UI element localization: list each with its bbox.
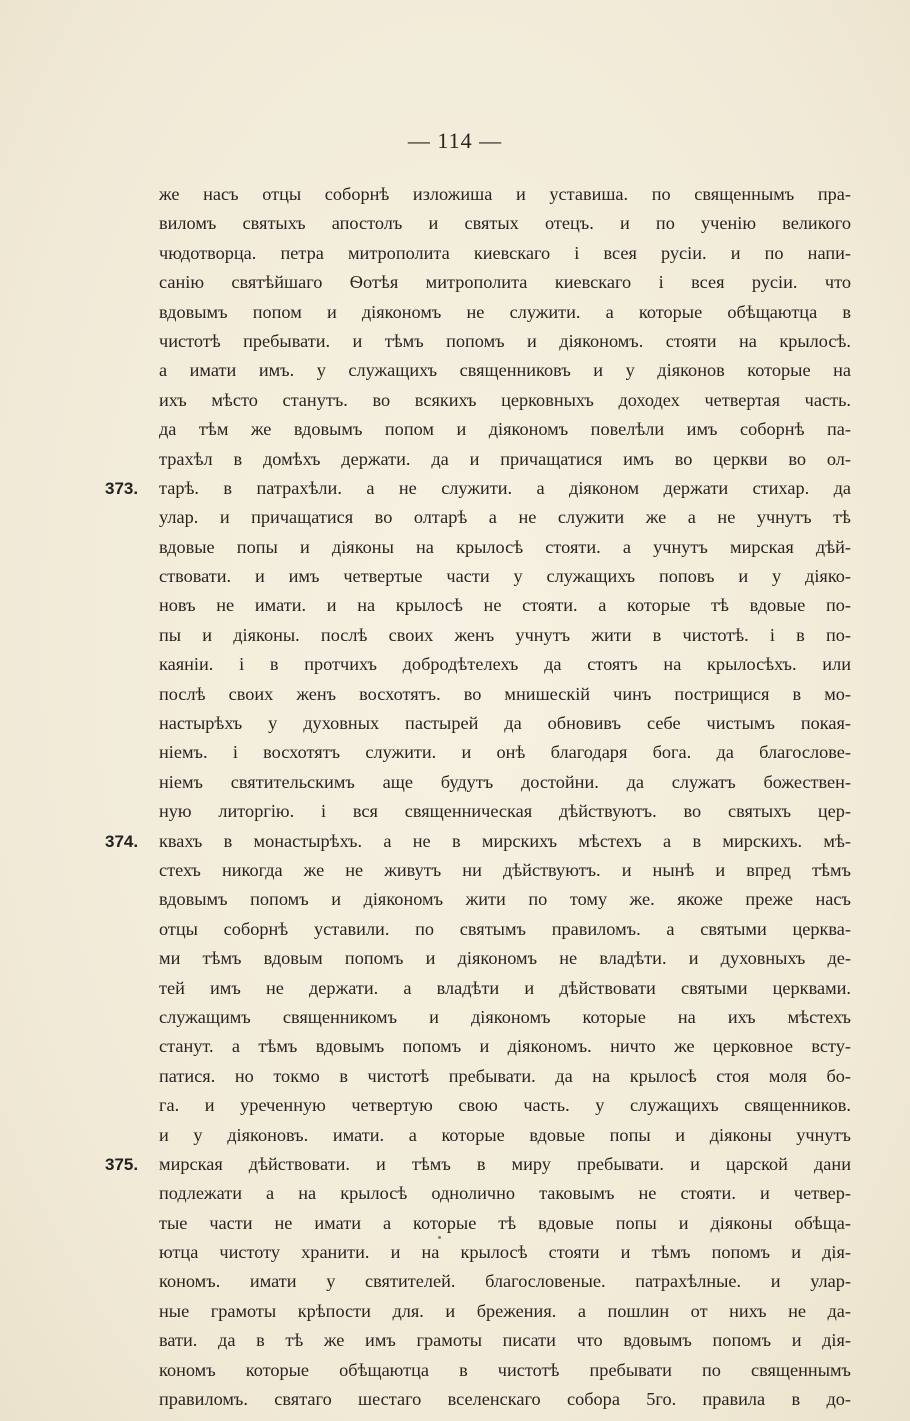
text-line-content: подлежати а на крылосѣ однолично таковымъ не стояти. и четвер- bbox=[159, 1183, 851, 1204]
text-line bbox=[159, 386, 851, 415]
text-line-content: вати. да в тѣ же имъ грамоты писати что вдовымъ попомъ и дія- bbox=[159, 1330, 851, 1351]
text-line-content: каяніи. і в протчихъ добродѣтелехъ да стоятъ на крылосѣхъ. или bbox=[159, 654, 851, 675]
text-line bbox=[159, 356, 851, 385]
text-line-content: служащимъ священникомъ и діякономъ которые на ихъ мѣстехъ bbox=[159, 1006, 851, 1027]
text-line bbox=[159, 1209, 851, 1238]
text-line-content: ную литоргію. і вся священническая дѣйствуютъ. во святыхъ цер- bbox=[159, 801, 851, 822]
text-line-content: отцы соборнѣ уставили. по святымъ правиломъ. а святыми церква- bbox=[159, 918, 851, 939]
text-line bbox=[159, 650, 851, 679]
text-line bbox=[105, 1150, 851, 1179]
text-line-content: санію святѣйшаго Ѳотѣя митрополита киевскаго і всея русіи. что bbox=[159, 272, 851, 293]
text-line bbox=[159, 533, 851, 562]
text-line-content: патися. но токмо в чистотѣ пребывати. да на крылосѣ стоя моля бо- bbox=[159, 1065, 851, 1086]
text-line bbox=[159, 1326, 851, 1355]
text-line bbox=[159, 768, 851, 797]
text-line bbox=[159, 415, 851, 444]
text-line bbox=[159, 1267, 851, 1296]
text-line bbox=[159, 974, 851, 1003]
text-line-content: вдовымъ попом и діякономъ не служити. а которые обѣщаютца в bbox=[159, 301, 851, 322]
text-line bbox=[159, 915, 851, 944]
body-text bbox=[105, 180, 851, 1414]
text-line bbox=[159, 209, 851, 238]
text-line bbox=[159, 738, 851, 767]
text-line-content: мирская дѣйствовати. и тѣмъ в миру пребывати. и царской дани bbox=[159, 1153, 851, 1174]
text-line-content: улар. и причащатися во олтарѣ а не служити же а не учнутъ тѣ bbox=[159, 507, 851, 528]
text-line-content: новъ не имати. и на крылосѣ не стояти. а которые тѣ вдовые по- bbox=[159, 595, 851, 616]
text-line bbox=[159, 1032, 851, 1061]
text-line-content: тей имъ не держати. а владѣти и дѣйствовати святыми церквами. bbox=[159, 977, 851, 998]
text-line bbox=[159, 445, 851, 474]
text-line bbox=[159, 562, 851, 591]
text-line bbox=[159, 1297, 851, 1326]
text-line-content: пы и діяконы. послѣ своих женъ учнутъ жити в чистотѣ. і в по- bbox=[159, 624, 851, 645]
text-line-content: настырѣхъ у духовных пастырей да обновивъ себе чистымъ покая- bbox=[159, 713, 851, 734]
text-line-content: ніемъ святительскимъ аще будутъ достойни. да служатъ божествен- bbox=[159, 771, 851, 792]
text-line-content: тые части не имати а которые тѣ вдовые попы и діяконы обѣща- bbox=[159, 1212, 851, 1233]
print-mark bbox=[438, 1236, 441, 1239]
text-line-content: вдовые попы и діяконы на крылосѣ стояти. а учнутъ мирская дѣй- bbox=[159, 536, 851, 557]
text-line-content: виломъ святыхъ апостолъ и святых отецъ. и по ученію великого bbox=[159, 213, 851, 234]
text-line-content: вдовымъ попомъ и діякономъ жити по тому же. якоже преже насъ bbox=[159, 889, 851, 910]
text-line bbox=[159, 944, 851, 973]
text-line bbox=[159, 1356, 851, 1385]
text-line-content: ютца чистоту хранити. и на крылосѣ стояти и тѣмъ попомъ и дія- bbox=[159, 1242, 851, 1263]
text-line bbox=[159, 327, 851, 356]
text-line-content: кономъ которые обѣщаютца в чистотѣ пребывати по священнымъ bbox=[159, 1359, 851, 1380]
text-line bbox=[159, 1121, 851, 1150]
text-line bbox=[159, 298, 851, 327]
text-line bbox=[159, 239, 851, 268]
text-line bbox=[105, 827, 851, 856]
text-line bbox=[159, 885, 851, 914]
text-line-content: стехъ никогда же не живутъ ни дѣйствуютъ. и нынѣ и впред тѣмъ bbox=[159, 859, 851, 880]
text-line-content: чистотѣ пребывати. и тѣмъ попомъ и діякономъ. стояти на крылосѣ. bbox=[159, 330, 851, 351]
text-line-content: а имати имъ. у служащихъ священниковъ и у діяконов которые на bbox=[159, 360, 851, 381]
text-line-content: ихъ мѣсто станутъ. во всякихъ церковныхъ доходех четвертая часть. bbox=[159, 389, 851, 410]
text-line bbox=[105, 474, 851, 503]
text-line-content: да тѣм же вдовымъ попом и діякономъ повелѣли имъ соборнѣ па- bbox=[159, 419, 851, 440]
text-line-content: тарѣ. в патрахѣли. а не служити. а діяконом держати стихар. да bbox=[159, 477, 851, 498]
text-line bbox=[159, 591, 851, 620]
paragraph-number: 375. bbox=[105, 1154, 139, 1174]
text-line-content: ніемъ. і восхотятъ служити. и онѣ благодаря бога. да благослове- bbox=[159, 742, 851, 763]
text-line bbox=[159, 268, 851, 297]
text-line-content: ствовати. и имъ четвертые части у служащихъ поповъ и у діяко- bbox=[159, 566, 851, 587]
text-line bbox=[159, 856, 851, 885]
text-line-content: и у діяконовъ. имати. а которые вдовые попы и діяконы учнутъ bbox=[159, 1124, 851, 1145]
text-line-content: ные грамоты крѣпости для. и брежения. а пошлин от нихъ не да- bbox=[159, 1300, 851, 1321]
text-line bbox=[159, 503, 851, 532]
text-line-content: же насъ отцы соборнѣ изложиша и уставиша. по священнымъ пра- bbox=[159, 184, 851, 204]
text-line bbox=[159, 1179, 851, 1208]
text-line bbox=[159, 680, 851, 709]
paragraph-number: 373. bbox=[105, 478, 139, 498]
text-line bbox=[159, 1385, 851, 1414]
page-number: — 114 — bbox=[407, 128, 503, 153]
text-line bbox=[159, 1238, 851, 1267]
text-line-content: квахъ в монастырѣхъ. а не в мирскихъ мѣстехъ а в мирскихъ. мѣ- bbox=[159, 830, 851, 851]
text-line bbox=[159, 1062, 851, 1091]
text-line bbox=[159, 1091, 851, 1120]
text-line-content: кономъ. имати у святителей. благословеные. патрахѣлные. и улар- bbox=[159, 1271, 851, 1292]
text-line-content: га. и уреченную четвертую свою часть. у служащихъ священников. bbox=[159, 1095, 851, 1116]
text-line-content: послѣ своих женъ восхотятъ. во мнишескій чинъ пострищися в мо- bbox=[159, 683, 851, 704]
text-line-content: чюдотворца. петра митрополита киевскаго і всея русіи. и по напи- bbox=[159, 242, 851, 263]
text-line bbox=[159, 180, 851, 209]
paragraph-number: 374. bbox=[105, 831, 139, 851]
text-line bbox=[159, 709, 851, 738]
text-line bbox=[159, 621, 851, 650]
text-line bbox=[159, 1003, 851, 1032]
text-line-content: станут. а тѣмъ вдовымъ попомъ и діякономъ. ничто же церковное всту- bbox=[159, 1036, 851, 1057]
text-line bbox=[159, 797, 851, 826]
text-line-content: трахѣл в домѣхъ держати. да и причащатися имъ во церкви во ол- bbox=[159, 448, 851, 469]
text-line-content: ми тѣмъ вдовым попомъ и діякономъ не владѣти. и духовныхъ де- bbox=[159, 948, 851, 969]
text-line-content: правиломъ. святаго шестаго вселенскаго собора 5го. правила в до- bbox=[159, 1389, 851, 1410]
